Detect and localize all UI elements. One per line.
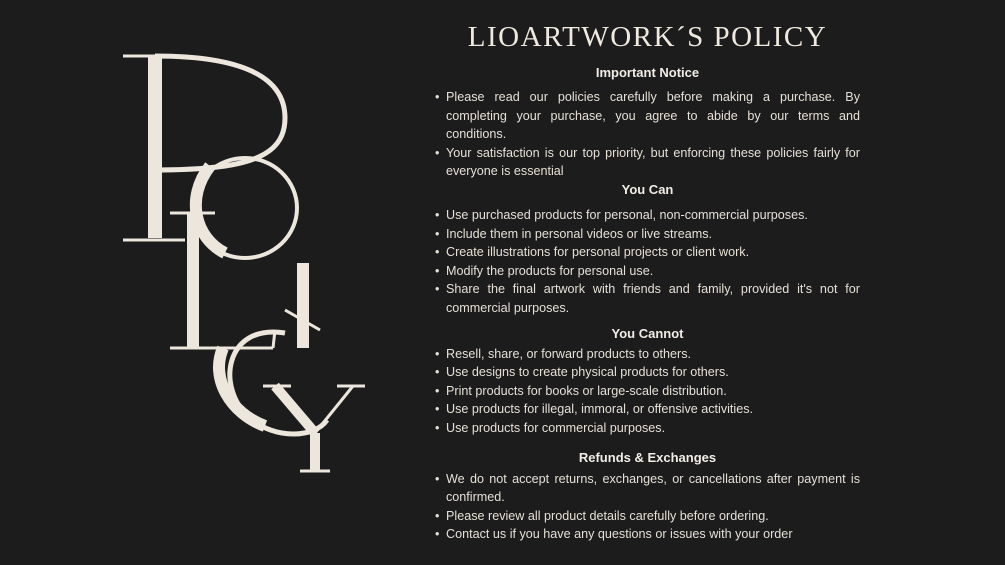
- list-item: • Please review all product details carefully before ordering.: [435, 507, 860, 526]
- list-item: • Share the final artwork with friends and family, provided it's not for commercial purposes.: [435, 280, 860, 317]
- refunds-exchanges-list: [435, 470, 860, 544]
- list-item: • Include them in personal videos or live streams.: [435, 225, 860, 244]
- section-heading-you-can: You Can: [621, 181, 674, 197]
- list-item: • Use products for commercial purposes.: [435, 419, 860, 438]
- section-heading-you-cannot: You Cannot: [611, 325, 684, 341]
- section-heading-refunds-exchanges: Refunds & Exchanges: [578, 449, 717, 465]
- list-item: • Modify the products for personal use.: [435, 262, 860, 281]
- list-item: • Use purchased products for personal, non-commercial purposes.: [435, 206, 860, 225]
- page-title: LIOARTWORK´S POLICY: [467, 21, 828, 53]
- you-can-list: [435, 206, 860, 318]
- list-item: • Use products for illegal, immoral, or offensive activities.: [435, 400, 860, 419]
- policy-letters-graphic: [115, 48, 365, 478]
- policy-content: [435, 20, 860, 544]
- policy-decorative-lettering: [115, 48, 365, 478]
- list-item: • Please read our policies carefully before making a purchase. By completing your purchase, you agree to abide by our terms and conditions.: [435, 88, 860, 144]
- list-item: • Use designs to create physical products for others.: [435, 363, 860, 382]
- important-notice-list: [435, 88, 860, 181]
- section-heading-important-notice: Important Notice: [595, 65, 700, 80]
- list-item: • Resell, share, or forward products to others.: [435, 345, 860, 364]
- list-item: • Contact us if you have any questions or issues with your order: [435, 525, 860, 544]
- list-item: • Print products for books or large-scale distribution.: [435, 382, 860, 401]
- list-item: • Create illustrations for personal projects or client work.: [435, 243, 860, 262]
- you-cannot-list: [435, 345, 860, 438]
- list-item: • We do not accept returns, exchanges, or cancellations after payment is confirmed.: [435, 470, 860, 507]
- list-item: • Your satisfaction is our top priority, but enforcing these policies fairly for everyone is essential: [435, 144, 860, 181]
